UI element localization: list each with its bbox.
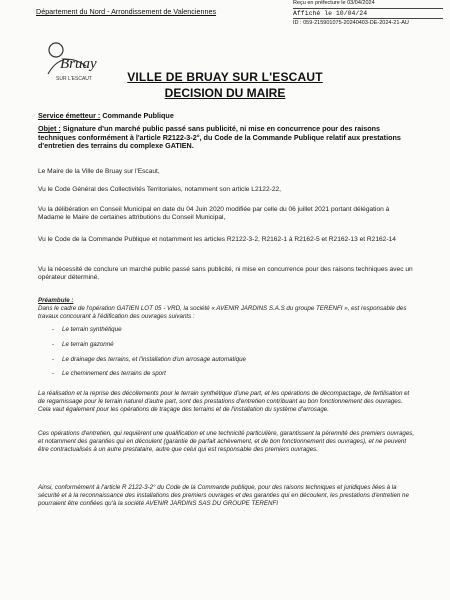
stamp-received: Reçu en préfecture le 03/04/2024 bbox=[293, 0, 375, 6]
preambule-paragraph-1: La réalisation et la reprise des décollements pour le terrain synthétique d'une part, et les opérations de décompactage, de fertilisation et de regarnissage pour le terrain naturel d'autre part, sont des prestations d'entretien contribuant au bon fonctionnement des ouvrages. Cela vaut également pour les opérations de traçage des terrains et de l'installation du système d'arrosage. bbox=[38, 390, 410, 413]
preambule-intro: Dans le cadre de l'opération GATIEN LOT 05 - VRD, la société « AVENIR JARDINS S.A.S du groupe TERENFI », est responsable des travaux concourant à l'édification des ouvrages suivants : bbox=[38, 304, 407, 320]
objet-block bbox=[38, 125, 410, 151]
prefecture-stamp bbox=[293, 0, 443, 43]
service-value: Commande Publique bbox=[102, 111, 174, 120]
logo-text: Bruay bbox=[60, 56, 97, 72]
list-item: - Le cheminement des terrains de sport bbox=[46, 370, 376, 378]
paragraph-cgct: Vu le Code Général des Collectivités Territoriales, notamment son article L2122-22, bbox=[38, 186, 281, 193]
list-item: - Le terrain gazonné bbox=[46, 341, 376, 349]
logo-subtext: SUR L'ESCAUT bbox=[56, 76, 92, 82]
list-item: - Le terrain synthétique bbox=[46, 326, 376, 334]
paragraph-code-commande: Vu le Code de la Commande Publique et notamment les articles R2122-3-2, R2162-1 à R2162-5 et R2162-13 et R2162-14 bbox=[38, 236, 396, 243]
decision-title: DECISION DU MAIRE bbox=[164, 86, 286, 100]
list-item: - Le drainage des terrains, et l'installation d'un arrosage automatique bbox=[46, 356, 376, 364]
preambule-label: Préambule : bbox=[38, 297, 74, 304]
stamp-id: ID : 059-215901075-20240403-DE-2024-21-AU bbox=[293, 20, 409, 26]
page-title: VILLE DE BRUAY SUR L'ESCAUT bbox=[127, 70, 323, 84]
paragraph-deliberation: Vu la délibération en Conseil Municipal en date du 04 Juin 2020 modifiée par celle du 06 juillet 2021 portant délégation à Madame le Maire de certaines attributions du Conseil Municipal, bbox=[38, 206, 390, 222]
preambule-paragraph-2: Ces opérations d'entretien, qui requièrent une qualification et une technicité particulière, garantissent la pérennité des premiers ouvrages, et notamment des garanties qui en découlent (garantie de parfait achèvement, et de bon fonctionnement des ouvrages), et ne peuvent être contractualisés à un autre prestataire, autre que celui qui est responsable des premiers ouvrages. bbox=[38, 430, 415, 453]
objet-text: Signature d'un marché public passé sans publicité, ni mise en concurrence pour des raisons techniques conformément à l'article R2122-3-2°, du Code de la Commande Publique relatif aux prestations d'entretien des terrains du complexe GATIEN. bbox=[38, 124, 401, 151]
paragraph-necessite: Vu la nécessité de conclure un marché public passé sans publicité, ni mise en concurrence pour des raisons techniques avec un opérateur déterminé. bbox=[38, 266, 413, 282]
preambule-paragraph-3: Ainsi, conformément à l'article R 2122-3-2° du Code de la Commande publique, pour des raisons techniques et juridiques liées à la sécurité et à la reconnaissance des installations des premiers ouvrages et des garanties qui en découlent, les prestations d'entretien ne pourraient être confiées qu'à la société AVENIR JARDINS SAS DU GROUPE TERENFI bbox=[38, 484, 409, 507]
department-header: Département du Nord - Arrondissement de Valenciennes bbox=[36, 7, 217, 16]
service-line bbox=[38, 112, 416, 121]
stamp-posted: Affiché le 10/04/24 bbox=[293, 10, 368, 17]
ouvrages-list bbox=[46, 326, 376, 385]
paragraph-maire: Le Maire de la Ville de Bruay sur l'Escaut, bbox=[38, 168, 160, 175]
objet-label: Objet : bbox=[38, 124, 61, 133]
preambule-block bbox=[38, 297, 416, 320]
service-label: Service émetteur : bbox=[38, 111, 101, 120]
